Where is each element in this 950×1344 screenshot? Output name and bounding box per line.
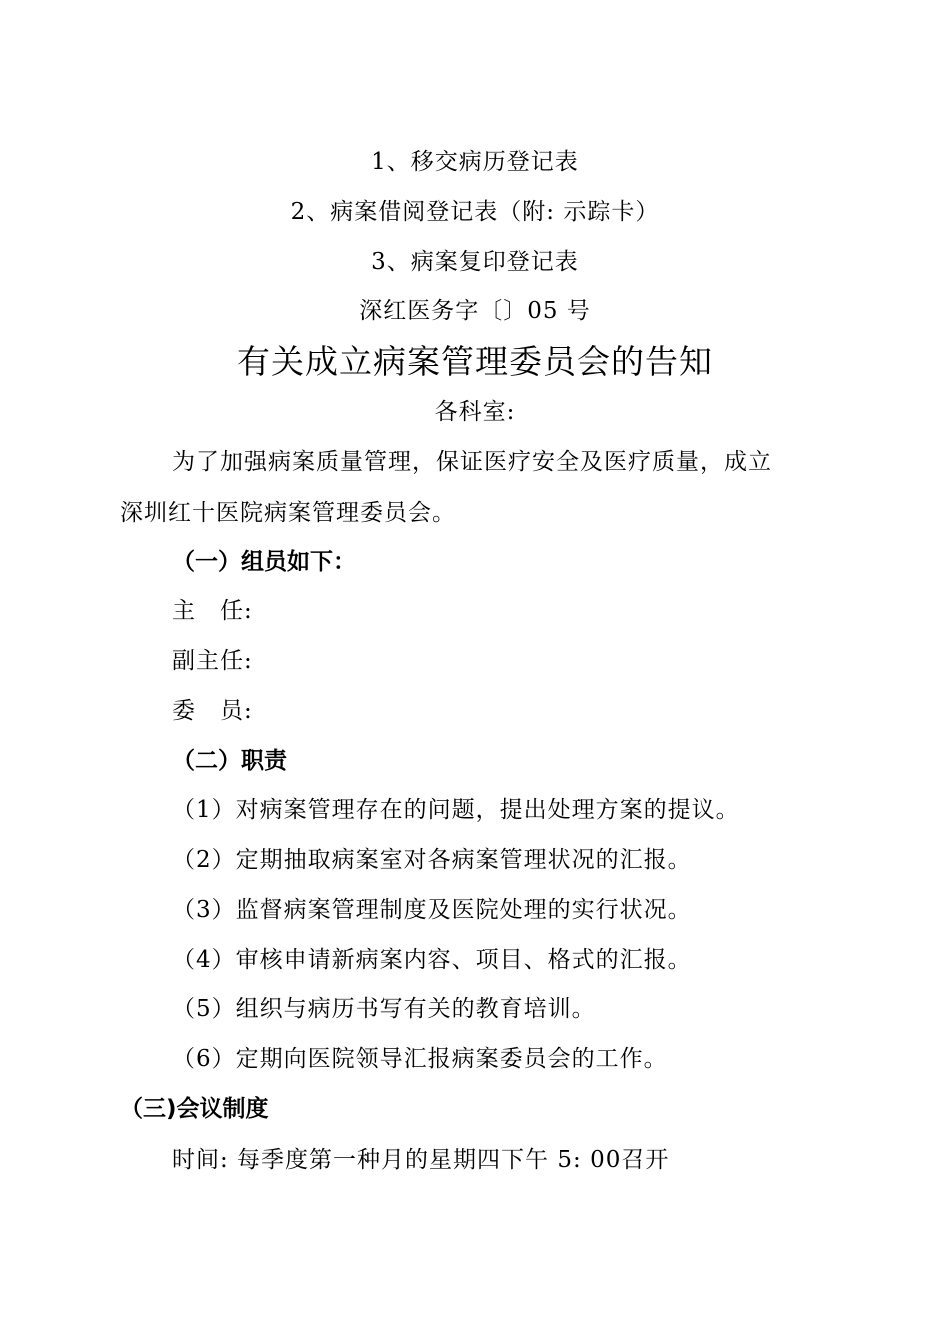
salutation: 各科室: xyxy=(434,399,516,425)
duty-item-6: （6）定期向医院领导汇报病案委员会的工作。 xyxy=(172,1046,668,1072)
section-2-heading: （二）职责 xyxy=(172,748,287,774)
duty-item-5: （5）组织与病历书写有关的教育培训。 xyxy=(172,996,596,1022)
section-3-heading: （三)会议制度 xyxy=(120,1096,269,1122)
intro-line-2: 深圳红十医院病案管理委员会。 xyxy=(120,500,456,526)
document-title: 有关成立病案管理委员会的告知 xyxy=(237,342,713,381)
meeting-time: 时间: 每季度第一种月的星期四下午 5: 00召开 xyxy=(172,1147,670,1173)
attachment-item-1: 1、移交病历登记表 xyxy=(371,149,579,175)
duty-item-4: （4）审核申请新病案内容、项目、格式的汇报。 xyxy=(172,947,692,973)
section-1-heading: （一）组员如下： xyxy=(172,549,356,575)
attachment-item-2: 2、病案借阅登记表（附: 示踪卡） xyxy=(290,199,660,225)
intro-line-1: 为了加强病案质量管理，保证医疗安全及医疗质量，成立 xyxy=(172,449,772,475)
deputy-director-label: 副主任: xyxy=(172,648,253,674)
duty-item-1: （1）对病案管理存在的问题，提出处理方案的提议。 xyxy=(172,797,740,823)
attachment-item-3: 3、病案复印登记表 xyxy=(371,249,579,275)
members-label: 委 员: xyxy=(172,698,253,724)
duty-item-3: （3）监督病案管理制度及医院处理的实行状况。 xyxy=(172,897,692,923)
duty-item-2: （2）定期抽取病案室对各病案管理状况的汇报。 xyxy=(172,847,692,873)
document-number: 深红医务字〔〕05 号 xyxy=(359,298,591,324)
director-label: 主 任: xyxy=(172,598,253,624)
